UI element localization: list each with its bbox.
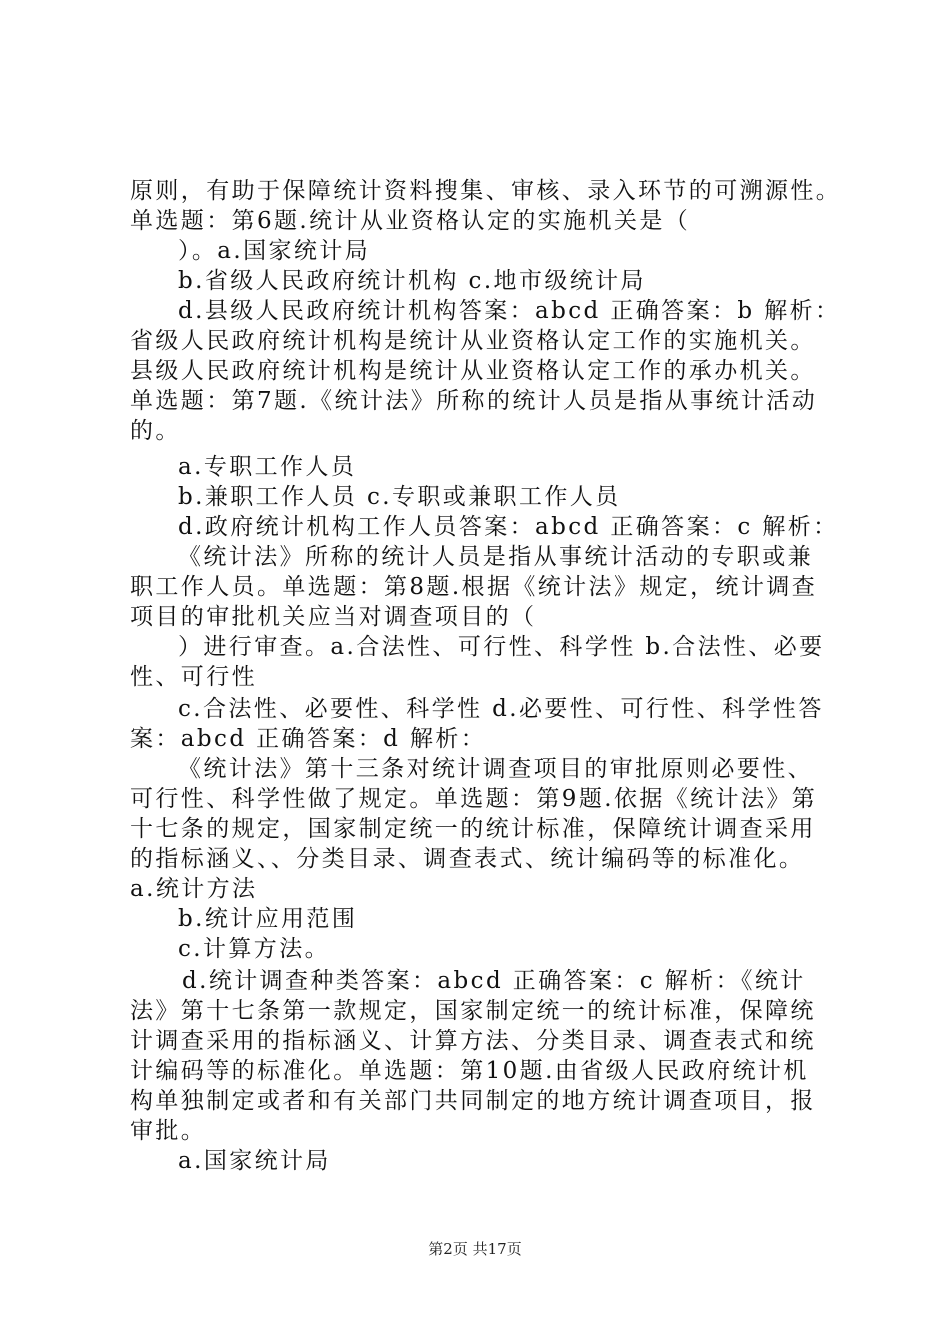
text-line-25: b.统计应用范围 (178, 906, 358, 932)
text-line-21: 可行性、科学性做了规定。单选题：第9题.依据《统计法》第 (130, 786, 818, 812)
text-line-4: b.省级人民政府统计机构 c.地市级统计局 (178, 268, 646, 294)
text-line-26: c.计算方法。 (178, 936, 330, 962)
text-line-6: 省级人民政府统计机构是统计从业资格认定工作的实施机关。 (130, 328, 816, 354)
text-line-1: 原则，有助于保障统计资料搜集、审核、录入环节的可溯源性。 (130, 178, 842, 204)
text-line-16: ）进行审查。a.合法性、可行性、科学性 b.合法性、必要 (178, 634, 825, 660)
text-line-19: 案：abcd 正确答案：d 解析： (130, 726, 487, 752)
text-line-20: 《统计法》第十三条对统计调查项目的审批原则必要性、 (178, 756, 813, 782)
text-line-29: 计调查采用的指标涵义、计算方法、分类目录、调查表式和统 (130, 1028, 816, 1054)
text-line-12: d.政府统计机构工作人员答案：abcd 正确答案：c 解析： (178, 514, 839, 540)
text-line-9: 的。 (130, 418, 181, 444)
text-line-5: d.县级人民政府统计机构答案：abcd 正确答案：b 解析： (178, 298, 841, 324)
text-line-10: a.专职工作人员 (178, 454, 357, 480)
text-line-11: b.兼职工作人员 c.专职或兼职工作人员 (178, 484, 621, 510)
text-line-23: 的指标涵义、、分类目录、调查表式、统计编码等的标准化。 (130, 846, 805, 872)
text-line-18: c.合法性、必要性、科学性 d.必要性、可行性、科学性答 (178, 696, 824, 722)
page-number-footer: 第2页 共17页 (428, 1240, 522, 1258)
text-line-13: 《统计法》所称的统计人员是指从事统计活动的专职或兼 (178, 544, 813, 570)
text-line-27: d.统计调查种类答案：abcd 正确答案：c 解析：《统计 (182, 968, 806, 994)
text-line-15: 项目的审批机关应当对调查项目的（ (130, 604, 537, 630)
text-line-31: 构单独制定或者和有关部门共同制定的地方统计调查项目，报 (130, 1088, 816, 1114)
text-line-2: 单选题：第6题.统计从业资格认定的实施机关是（ (130, 208, 691, 234)
text-line-7: 县级人民政府统计机构是统计从业资格认定工作的承办机关。 (130, 358, 816, 384)
text-line-33: a.国家统计局 (178, 1148, 331, 1174)
text-line-30: 计编码等的标准化。单选题：第10题.由省级人民政府统计机 (130, 1058, 809, 1084)
text-line-14: 职工作人员。单选题：第8题.根据《统计法》规定，统计调查 (130, 574, 818, 600)
text-line-8: 单选题：第7题.《统计法》所称的统计人员是指从事统计活动 (130, 388, 818, 414)
text-line-22: 十七条的规定，国家制定统一的统计标准，保障统计调查采用 (130, 816, 816, 842)
text-line-24: a.统计方法 (130, 876, 258, 902)
text-line-28: 法》第十七条第一款规定，国家制定统一的统计标准，保障统 (130, 998, 816, 1024)
text-line-32: 审批。 (130, 1118, 207, 1144)
text-line-17: 性、可行性 (130, 664, 257, 690)
text-line-3: ）。a.国家统计局 (178, 238, 371, 264)
